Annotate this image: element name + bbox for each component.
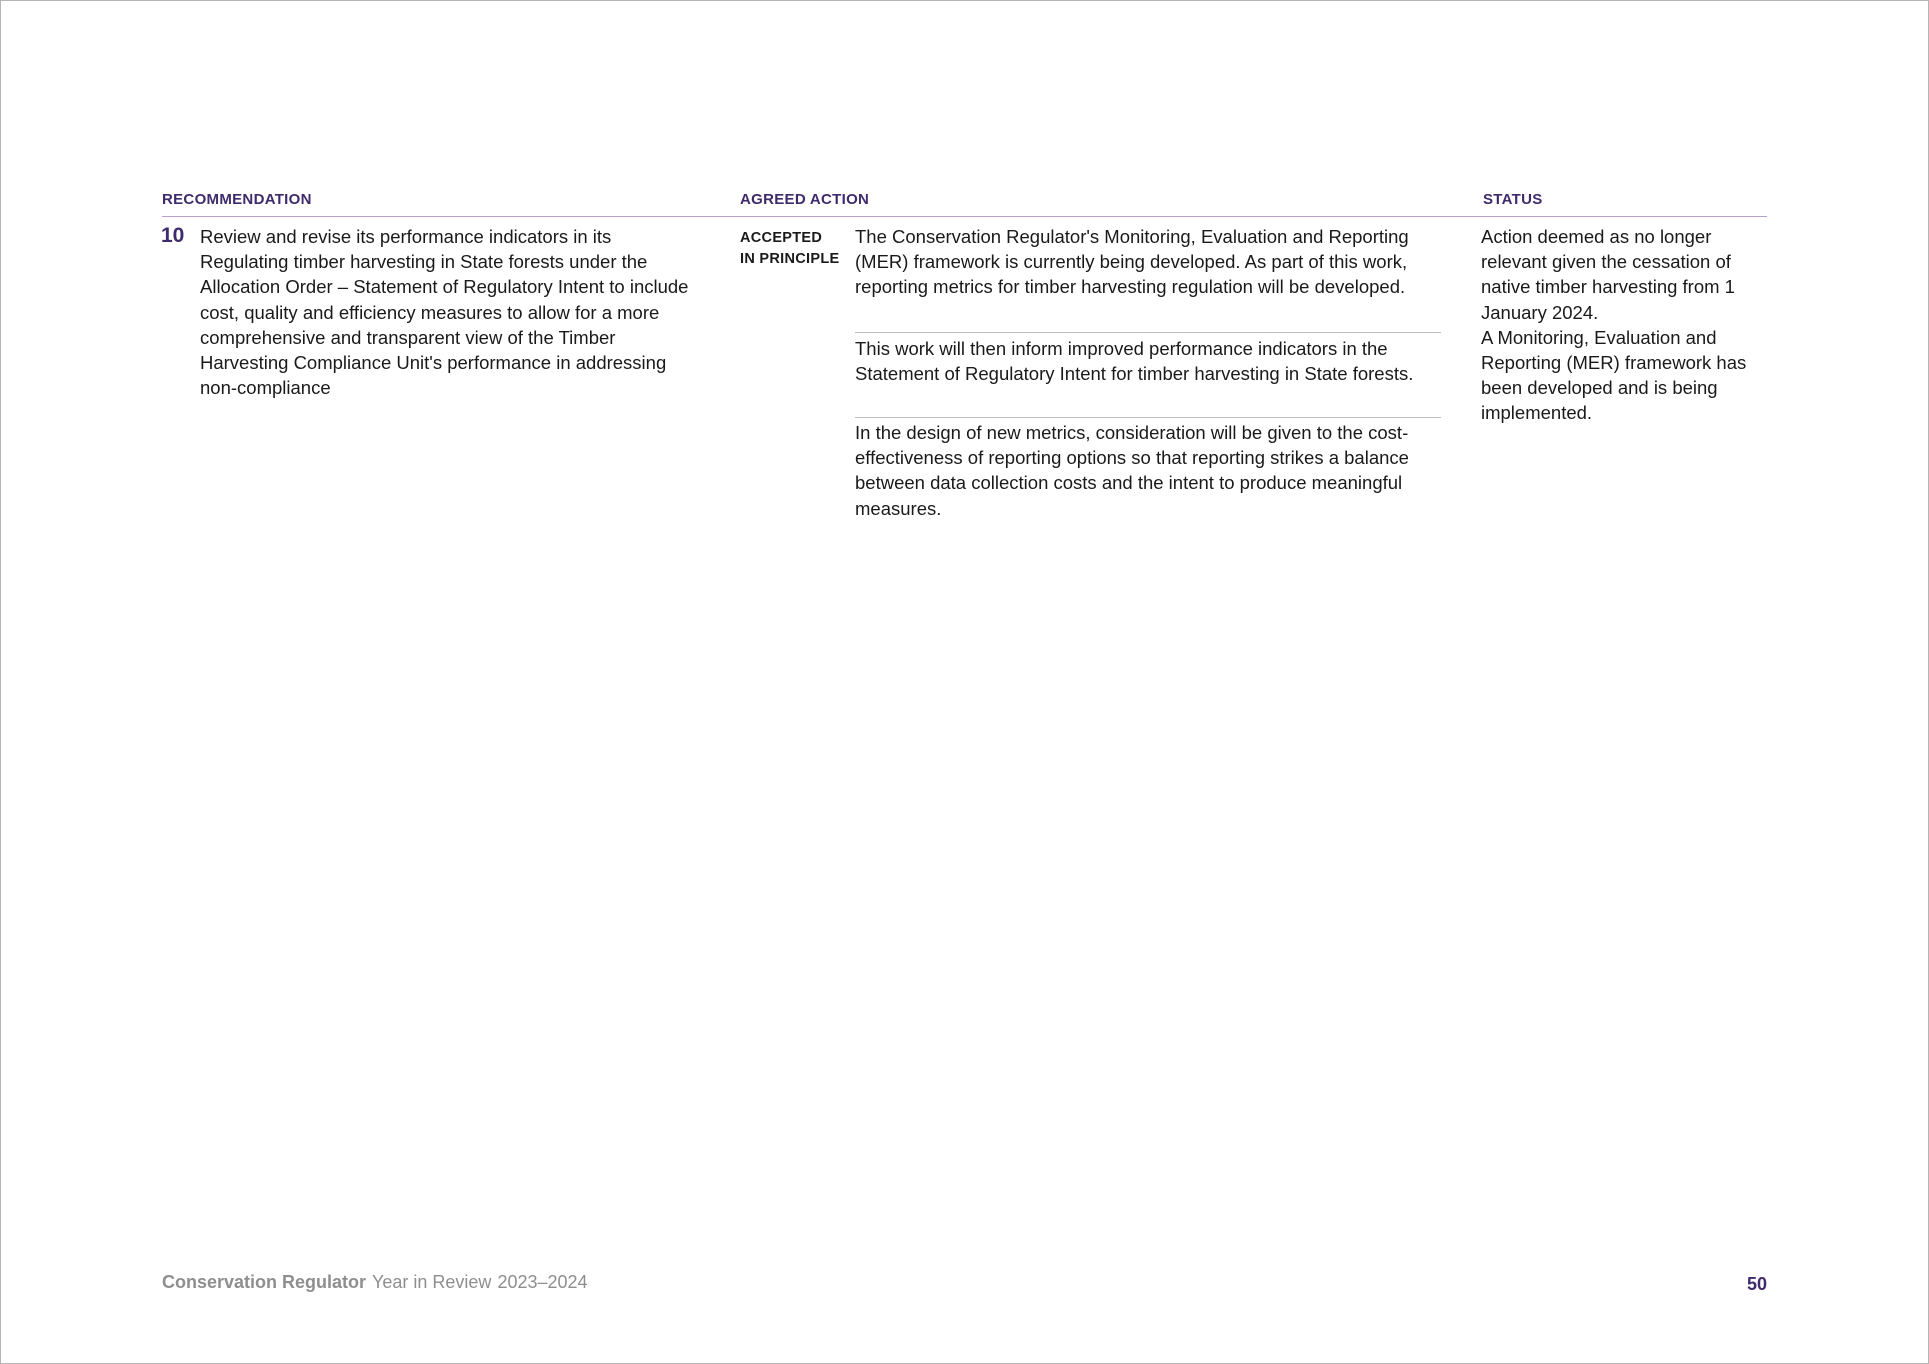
status-paragraph-1: Action deemed as no longer relevant given the cessation of native timber harvesting from 1 January 2024. [1481,226,1735,323]
status-cell [1481,224,1751,426]
header-agreed-action: AGREED ACTION [740,191,870,208]
page-number: 50 [1746,1274,1767,1294]
header-status: STATUS [1483,191,1543,208]
decision-label [740,228,839,270]
header-recommendation: RECOMMENDATION [162,191,312,208]
agreed-action-3: In the design of new metrics, consideration will be given to the cost-effectiveness of reporting options so that reporting strikes a balance between data collection costs and the intent to produce meaningful measures. [855,422,1409,519]
action-divider [855,332,1441,333]
status-paragraph-2: A Monitoring, Evaluation and Reporting (MER) framework has been developed and is being implemented. [1481,326,1747,424]
header-rule [162,216,1767,217]
recommendation-number: 10 [161,224,185,247]
footer-publication-title: Year in Review [372,1272,492,1292]
agreed-action-1: The Conservation Regulator's Monitoring, Evaluation and Reporting (MER) framework is currently being developed. As part of this work, reporting metrics for timber harvesting regulation will be developed. [855,226,1409,298]
decision-line-1: ACCEPTED [740,230,823,246]
recommendation-text: Review and revise its performance indicators in its Regulating timber harvesting in State forests under the Allocation Order – Statement of Regulatory Intent to include cost, quality and efficiency measures to allow for a more comprehensive and transparent view of the Timber Harvesting Compliance Unit's performance in addressing non-compliance [200,226,689,399]
agreed-action-2: This work will then inform improved performance indicators in the Statement of Regulatory Intent for timber harvesting in State forests. [855,338,1414,385]
footer-years: 2023–2024 [497,1272,588,1292]
decision-line-2: IN PRINCIPLE [740,251,840,267]
footer-organisation: Conservation Regulator [162,1272,367,1292]
footer-publication [162,1272,588,1293]
